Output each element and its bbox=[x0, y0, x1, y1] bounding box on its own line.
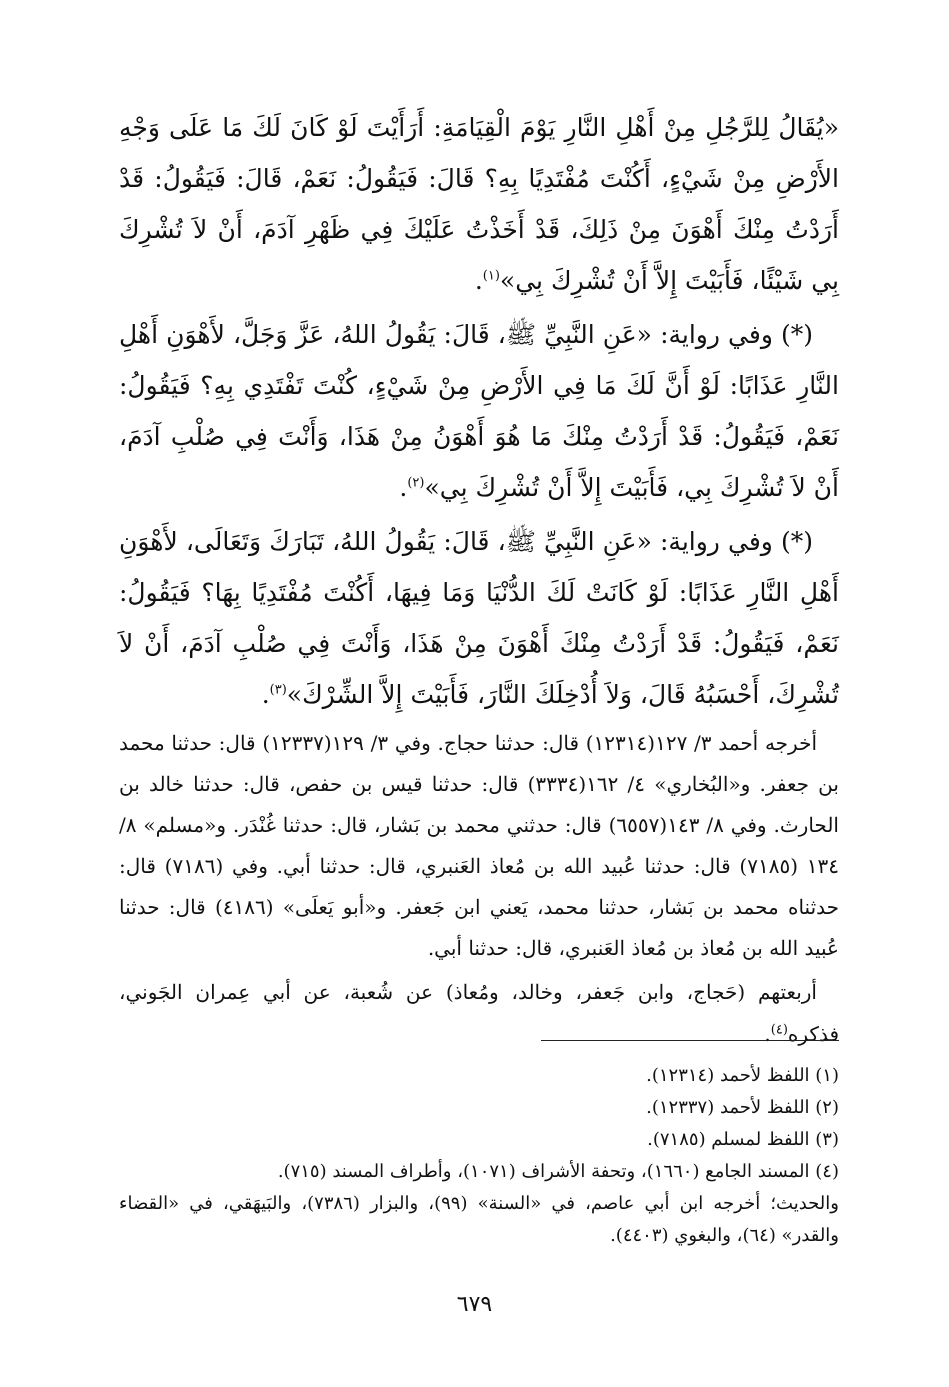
riwaya-text-1: (*) وفي رواية: «عَنِ النَّبِيِّ ﷺ، قَالَ: يَقُولُ اللهُ، عَزَّ وَجَلَّ، لأَهْوَنِ أَهْلِ النَّارِ عَذَابًا: لَوْ أَنَّ لَكَ مَا فِي الأَرْضِ مِنْ شَيْءٍ، كُنْتَ تَفْتَدِي بِهِ؟ فَيَقُولُ: نَعَمْ، فَيَقُولُ: قَدْ أَرَدْتُ مِنْكَ مَا هُوَ أَهْوَنُ مِنْ هَذَا، وَأَنْتَ فِي صُلْبِ آدَمَ، أَنْ لاَ تُشْرِكَ بِي، فَأَبَيْتَ إِلاَّ أَنْ تُشْرِكَ بِي» bbox=[119, 320, 840, 502]
footnote-4: (٤) المسند الجامع (١٦٦٠)، وتحفة الأشراف (١٠٧١)، وأطراف المسند (٧١٥). bbox=[277, 1161, 839, 1182]
footnote-3: (٣) اللفظ لمسلم (٧١٨٥). bbox=[647, 1129, 839, 1150]
footnote-ref[interactable]: (١) bbox=[482, 268, 500, 284]
footnotes bbox=[119, 1060, 839, 1252]
main-text bbox=[119, 102, 839, 1055]
hadith-paragraph: «يُقَالُ لِلرَّجُلِ مِنْ أَهْلِ النَّارِ يَوْمَ الْقِيَامَةِ: أَرَأَيْتَ لَوْ كَانَ لَكَ مَا عَلَى وَجْهِ الأَرْضِ مِنْ شَيْءٍ، أَكُنْتَ مُفْتَدِيًا بِهِ؟ قَالَ: فَيَقُولُ: نَعَمْ، قَالَ: فَيَقُولُ: قَدْ أَرَدْتُ مِنْكَ أَهْوَنَ مِنْ ذَلِكَ، قَدْ أَخَذْتُ عَلَيْكَ فِي ظَهْرِ آدَمَ، أَنْ لاَ تُشْرِكَ بِي شَيْئًا، فَأَبَيْتَ إِلاَّ أَنْ تُشْرِكَ بِي»$^{(١)}$. bbox=[119, 113, 839, 295]
riwaya-paragraph-1: (*) وفي رواية: «عَنِ النَّبِيِّ ﷺ، قَالَ: يَقُولُ اللهُ، عَزَّ وَجَلَّ، لأَهْوَنِ أَهْلِ النَّارِ عَذَابًا: لَوْ أَنَّ لَكَ مَا فِي الأَرْضِ مِنْ شَيْءٍ، كُنْتَ تَفْتَدِي بِهِ؟ فَيَقُولُ: نَعَمْ، فَيَقُولُ: قَدْ أَرَدْتُ مِنْكَ مَا هُوَ أَهْوَنُ مِنْ هَذَا، وَأَنْتَ فِي صُلْبِ آدَمَ، أَنْ لاَ تُشْرِكَ بِي، فَأَبَيْتَ إِلاَّ أَنْ تُشْرِكَ بِي»$^{(٢)}$. bbox=[119, 320, 840, 502]
footnote-ref[interactable]: (٤) bbox=[770, 1022, 788, 1038]
hadith-text: «يُقَالُ لِلرَّجُلِ مِنْ أَهْلِ النَّارِ يَوْمَ الْقِيَامَةِ: أَرَأَيْتَ لَوْ كَانَ لَكَ مَا عَلَى وَجْهِ الأَرْضِ مِنْ شَيْءٍ، أَكُنْتَ مُفْتَدِيًا بِهِ؟ قَالَ: فَيَقُولُ: نَعَمْ، قَالَ: فَيَقُولُ: قَدْ أَرَدْتُ مِنْكَ أَهْوَنَ مِنْ ذَلِكَ، قَدْ أَخَذْتُ عَلَيْكَ فِي ظَهْرِ آدَمَ، أَنْ لاَ تُشْرِكَ بِي شَيْئًا، فَأَبَيْتَ إِلاَّ أَنْ تُشْرِكَ بِي» bbox=[119, 113, 839, 295]
takhrij-paragraph-1 bbox=[119, 723, 839, 969]
takhrij-text-1: أخرجه أحمد ٣/ ١٢٧(١٢٣١٤) قال: حدثنا حجاج. وفي ٣/ ١٢٩(١٢٣٣٧) قال: حدثنا محمد بن جعفر. و«البُخاري» ٤/ ١٦٢(٣٣٣٤) قال: حدثنا قيس بن حفص، قال: حدثنا خالد بن الحارث. وفي ٨/ ١٤٣(٦٥٥٧) قال: حدثني محمد بن بَشار، قال: حدثنا غُنْدَر. و«مسلم» ٨/ ١٣٤ (٧١٨٥) قال: حدثنا عُبيد الله بن مُعاذ العَنبري، قال: حدثنا أبي. وفي (٧١٨٦) قال: حدثناه محمد بن بَشار، حدثنا محمد، يَعني ابن جَعفر. و«أبو يَعلَى» (٤١٨٦) قال: حدثنا عُبيد الله بن مُعاذ بن مُعاذ العَنبري، قال: حدثنا أبي. bbox=[119, 731, 840, 960]
footnote-1: (١) اللفظ لأحمد (١٢٣١٤). bbox=[646, 1065, 839, 1086]
page-number: ٦٧٩ bbox=[456, 1292, 493, 1317]
footnote-ref[interactable]: (٢) bbox=[407, 475, 425, 491]
riwaya-paragraph-2: (*) وفي رواية: «عَنِ النَّبِيِّ ﷺ، قَالَ: يَقُولُ اللهُ، تَبَارَكَ وَتَعَالَى، لأَهْوَنِ أَهْلِ النَّارِ عَذَابًا: لَوْ كَانَتْ لَكَ الدُّنْيَا وَمَا فِيهَا، أَكُنْتَ مُفْتَدِيًا بِهَا؟ فَيَقُولُ: نَعَمْ، فَيَقُولُ: قَدْ أَرَدْتُ مِنْكَ أَهْوَنَ مِنْ هَذَا، وَأَنْتَ فِي صُلْبِ آدَمَ، أَنْ لاَ تُشْرِكَ، أَحْسَبُهُ قَالَ، وَلاَ أُدْخِلَكَ النَّارَ، فَأَبَيْتَ إِلاَّ الشِّرْكَ»$^{(٣)}$. bbox=[119, 527, 839, 709]
riwaya-text-2: (*) وفي رواية: «عَنِ النَّبِيِّ ﷺ، قَالَ: يَقُولُ اللهُ، تَبَارَكَ وَتَعَالَى، لأَهْوَنِ أَهْلِ النَّارِ عَذَابًا: لَوْ كَانَتْ لَكَ الدُّنْيَا وَمَا فِيهَا، أَكُنْتَ مُفْتَدِيًا بِهَا؟ فَيَقُولُ: نَعَمْ، فَيَقُولُ: قَدْ أَرَدْتُ مِنْكَ أَهْوَنَ مِنْ هَذَا، وَأَنْتَ فِي صُلْبِ آدَمَ، أَنْ لاَ تُشْرِكَ، أَحْسَبُهُ قَالَ، وَلاَ أُدْخِلَكَ النَّارَ، فَأَبَيْتَ إِلاَّ الشِّرْكَ» bbox=[119, 527, 839, 709]
takhrij-text-2: أربعتهم (حَجاج، وابن جَعفر، وخالد، ومُعاذ) عن شُعبة، عن أبي عِمران الجَوني، فذكره bbox=[119, 980, 839, 1046]
takhrij-paragraph-2: أربعتهم (حَجاج، وابن جَعفر، وخالد، ومُعاذ) عن شُعبة، عن أبي عِمران الجَوني، فذكره$^{(٤)}$. bbox=[119, 980, 839, 1046]
footnote-2: (٢) اللفظ لأحمد (١٢٣٣٧). bbox=[646, 1097, 839, 1118]
footnote-4-continued: والحديث؛ أخرجه ابن أبي عاصم، في «السنة» (٩٩)، والبزار (٧٣٨٦)، والبَيهَقي، في «القضاء والقدر» (٦٤)، والبغوي (٤٤٠٣). bbox=[119, 1193, 839, 1246]
footnote-ref[interactable]: (٣) bbox=[269, 682, 287, 698]
footnote-separator bbox=[541, 1040, 839, 1041]
